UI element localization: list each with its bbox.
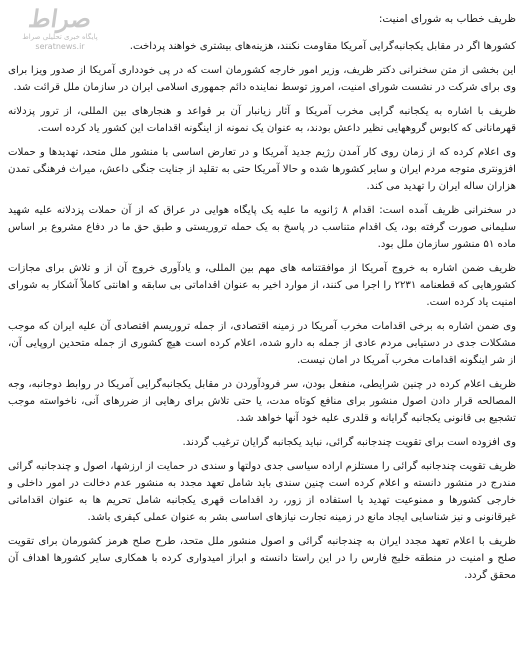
paragraph-8: ظریف اعلام کرده در چنین شرایطی، منفعل بودن، سر فرودآوردن در مقابل یکجانبه‌گرایی آمریکا در روابط دوجانبه، وجه المصالحه قرار دادن اصول منشور برای منافع کوتاه مدت، یا حتی تلاش برای رهایی از ضررهای آنی، ناخواسته موجب تشجیع بی قانونی یکجانبه گرایانه و قلدری علیه خود آنها خواهد شد. xyxy=(8,379,516,424)
logo-url: seratnews.ir xyxy=(35,42,85,51)
article-intro: ظریف خطاب به شورای امنیت: xyxy=(378,13,516,25)
article-header xyxy=(8,6,516,58)
paragraph-11: ظریف با اعلام تعهد مجدد ایران به چندجانبه گرائی و اصول منشور ملل متحد، طرح صلح هرمز کشورمان برای تقویت صلح و امنیت در منطقه خلیج فارس را در این راستا دانسته و ابراز امیدواری کرده با همکاری سایر کشورها اهداف آن محقق گردد. xyxy=(8,536,516,581)
logo-mark: صراط xyxy=(26,4,94,33)
paragraph-10: ظریف تقویت چندجانبه گرائی را مستلزم اراده سیاسی جدی دولتها و سندی در حمایت از ارزشها، اصول و چندجانبه گرائی مندرج در منشور دانسته و اعلام کرده است چنین سندی باید شامل تعهد مجدد به منشور عدم دخالت در امور داخلی و خارجی کشورها و ممنوعیت تهدید یا استفاده از زور، رد اقدامات قهری یکجانبه شامل تحریم ها به عنوان اقداماتی غیرقانونی و نیز شناسایی ایجاد مانع در زمینه تجارت نیازهای اساسی بشر به عنوان عملی کیفری باشد. xyxy=(8,461,516,523)
logo-subtitle: پایگاه خبری تحلیلی صراط xyxy=(22,33,98,41)
paragraph-9: وی افزوده است برای تقویت چندجانبه گرائی، نباید یکجانبه گرایان ترغیب گردند. xyxy=(182,437,516,448)
paragraph-1: کشورها اگر در مقابل یکجانبه‌گرایی آمریکا مقاومت نکنند، هزینه‌های بیشتری خواهند پرداخت. xyxy=(129,41,516,52)
paragraph-3: ظریف با اشاره به یکجانبه گرایی مخرب آمریکا و آثار زیانبار آن بر قواعد و هنجارهای بین المللی، از ترور پزدلانه قهرمانانی که کابوس گروههایی نظیر داعش بودند، به عنوان یک نمونه از اینگونه اقدامات این کشور یاد کرده است. xyxy=(8,106,516,134)
paragraph-4: وی اعلام کرده که از زمان روی کار آمدن رژیم جدید آمریکا و در تعارض اساسی با منشور ملل متحد، تهدیدها و حملات افزونتری متوجه مردم ایران و سایر کشورها شده و حالا آمریکا حتی به تقلید از جنایت جنگی داعش، میراث فرهنگی تمدن هزاران ساله ایران را تهدید می کند. xyxy=(8,147,516,192)
seratnews-logo xyxy=(12,6,108,54)
paragraph-2: این بخشی از متن سخنرانی دکتر ظریف، وزیر امور خارجه کشورمان است که در پی خودداری آمریکا از صدور ویزا برای وی برای شرکت در نشست شورای امنیت، امروز توسط نماینده دائم جمهوری اسلامی ایران در سازمان ملل قرائت شد. xyxy=(8,65,516,93)
paragraph-7: وی ضمن اشاره به برخی اقدامات مخرب آمریکا در زمینه اقتصادی، از جمله تروریسم اقتصادی آن علیه ایران که موجب مشکلات جدی در دستیابی مردم عادی از جمله به دارو شده، اعلام کرده است هیچ کشوری از جمله متحدین اروپایی آن، از شر اینگونه اقدامات مخرب آمریکا در امان نیست. xyxy=(8,321,516,366)
article-body xyxy=(8,38,516,584)
paragraph-5: در سخنرانی ظریف آمده است: اقدام ۸ ژانویه ما علیه یک پایگاه هوایی در عراق که از آن حملات پزدلانه علیه شهید سلیمانی صورت گرفته بود، یک اقدام متناسب در پاسخ به یک حمله تروریستی و طبق حق ما در دفاع مشروع بر اساس ماده ۵۱ منشور سازمان ملل بود. xyxy=(8,205,516,250)
paragraph-6: ظریف ضمن اشاره به خروج آمریکا از موافقتنامه های مهم بین المللی، و یادآوری خروج آن از و تلاش برای مجازات کشورهایی که قطعنامه ۲۲۳۱ را اجرا می کنند، از موارد اخیر به عنوان اقداماتی بی سابقه و اهانتی کاملاً آشکار به شورای امنیت یاد کرده است. xyxy=(8,263,516,308)
